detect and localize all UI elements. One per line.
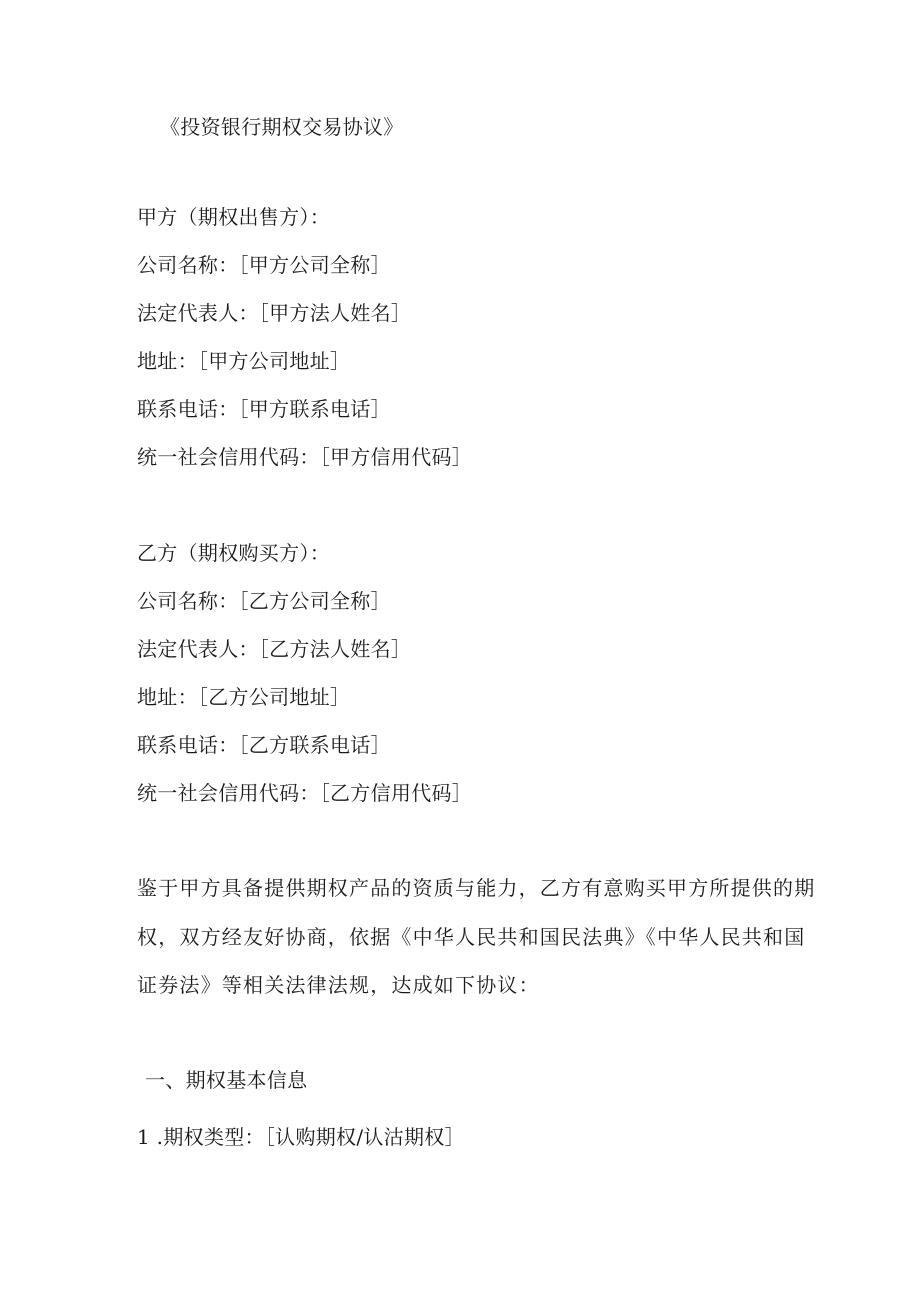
party-b-credit-code: 统一社会信用代码：［乙方信用代码］ bbox=[137, 781, 473, 805]
party-a-phone: 联系电话：［甲方联系电话］ bbox=[137, 397, 391, 421]
section-1-item-1: 1 .期权类型：［认购期权/认沽期权］ bbox=[137, 1125, 465, 1149]
party-b-phone: 联系电话：［乙方联系电话］ bbox=[137, 733, 391, 757]
party-a-credit-code: 统一社会信用代码：［甲方信用代码］ bbox=[137, 445, 473, 469]
party-b-company-name: 公司名称：［乙方公司全称］ bbox=[137, 589, 391, 613]
party-a-address: 地址：［甲方公司地址］ bbox=[137, 349, 351, 373]
party-a-heading: 甲方（期权出售方）： bbox=[137, 205, 330, 229]
preamble-line: 鉴于甲方具备提供期权产品的资质与能力，乙方有意购买甲方所提供的期 bbox=[137, 876, 816, 900]
party-a-legal-rep: 法定代表人：［甲方法人姓名］ bbox=[137, 301, 412, 325]
party-b-legal-rep: 法定代表人：［乙方法人姓名］ bbox=[137, 637, 412, 661]
party-a-company-name: 公司名称：［甲方公司全称］ bbox=[137, 253, 391, 277]
party-b-heading: 乙方（期权购买方）： bbox=[137, 541, 330, 565]
section-1-heading: 一、期权基本信息 bbox=[145, 1068, 308, 1092]
preamble-line: 权，双方经友好协商，依据《中华人民共和国民法典》《中华人民共和国 bbox=[137, 925, 806, 949]
document-title: 《投资银行期权交易协议》 bbox=[160, 115, 404, 139]
preamble-line: 证券法》等相关法律法规，达成如下协议： bbox=[137, 973, 540, 997]
party-b-address: 地址：［乙方公司地址］ bbox=[137, 685, 351, 709]
